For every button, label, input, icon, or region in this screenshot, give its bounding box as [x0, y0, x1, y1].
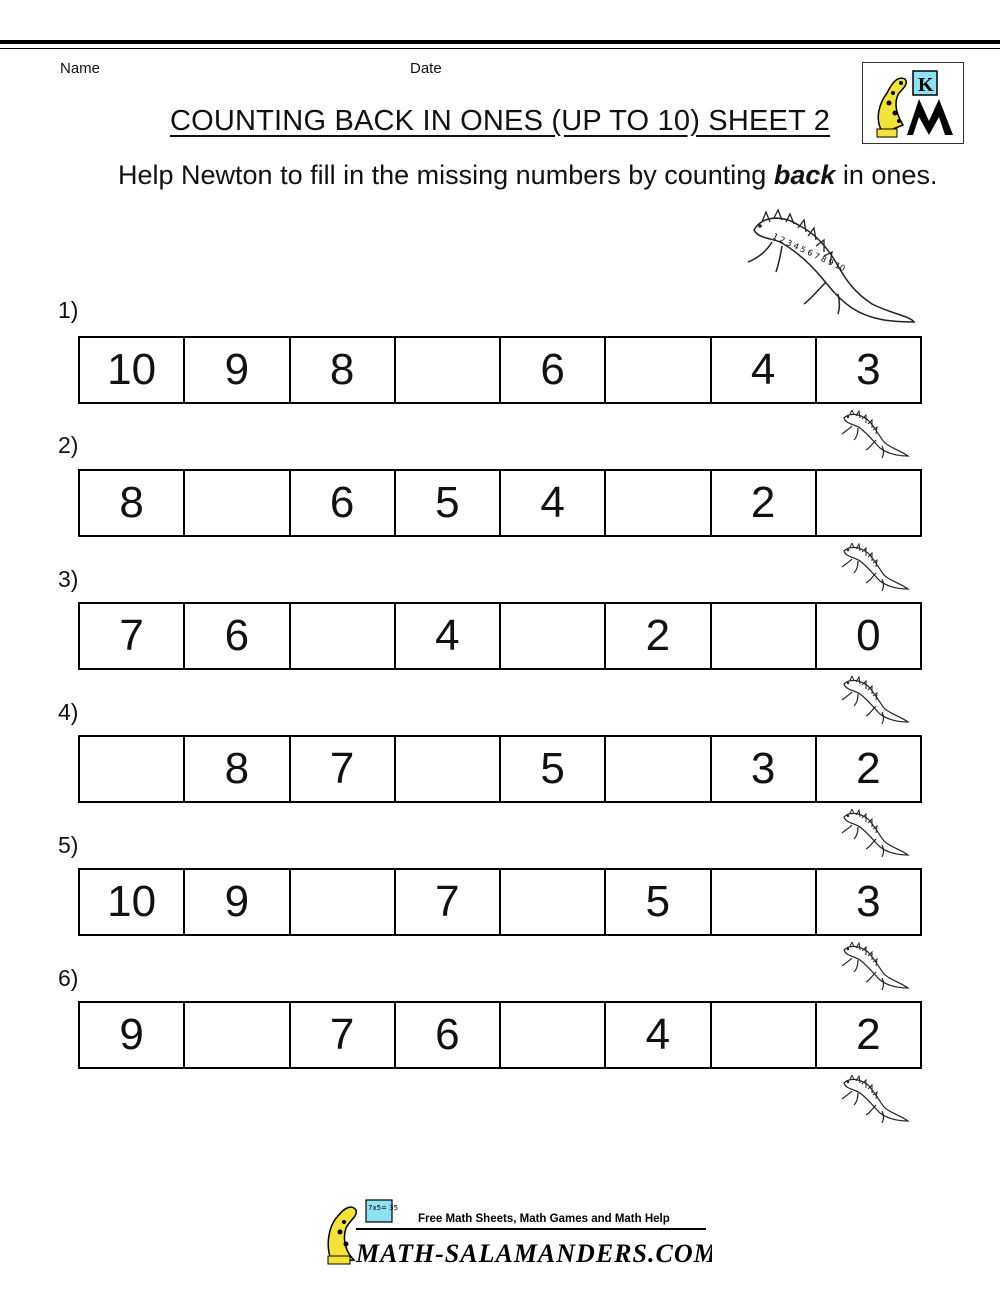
answer-box[interactable] — [396, 338, 501, 402]
question-label: 2) — [58, 432, 79, 458]
newt-icon — [840, 809, 912, 859]
newt-numbers: 1 2 3 4 5 6 7 8 9 10 — [771, 231, 847, 274]
number-cell: 6 — [501, 338, 606, 402]
logo-letter: K — [918, 74, 934, 96]
number-cell: 7 — [291, 1003, 396, 1067]
answer-box[interactable] — [501, 870, 606, 934]
answer-box[interactable] — [606, 471, 711, 535]
answer-box[interactable] — [80, 737, 185, 801]
top-rule-thin — [0, 48, 1000, 49]
number-cell: 3 — [856, 345, 881, 394]
answer-box[interactable] — [185, 1003, 290, 1067]
number-cell: 6 — [396, 1003, 501, 1067]
number-sequence-row — [78, 868, 922, 936]
number-cell: 9 — [80, 1003, 185, 1067]
number-cell: 7 — [396, 870, 501, 934]
number-cell: 6 — [185, 604, 290, 668]
answer-box[interactable] — [712, 1003, 817, 1067]
number-cell: 8 — [291, 338, 396, 402]
newt-icon — [840, 543, 912, 593]
number-sequence-row — [78, 336, 922, 404]
answer-box[interactable] — [501, 1003, 606, 1067]
footer-logo — [322, 1196, 712, 1270]
name-label: Name — [60, 60, 101, 77]
date-label: Date — [410, 60, 442, 77]
number-cell: 3 — [856, 877, 881, 926]
question-label: 4) — [58, 699, 79, 725]
number-cell: 4 — [396, 604, 501, 668]
instructions-text: Help Newton to fill in the missing numbers by counting — [118, 160, 774, 190]
number-cell: 10 — [80, 338, 185, 402]
number-cell: 10 — [80, 870, 185, 934]
question-label: 1) — [58, 297, 79, 323]
top-rule — [0, 40, 1000, 44]
number-cell: 5 — [501, 737, 606, 801]
number-cell: 4 — [606, 1003, 711, 1067]
answer-box[interactable] — [606, 737, 711, 801]
question-label: 3) — [58, 566, 79, 592]
question-label: 6) — [58, 965, 79, 991]
number-cell: 4 — [501, 471, 606, 535]
number-cell: 7 — [80, 604, 185, 668]
number-sequence-row — [78, 469, 922, 537]
number-cell: 5 — [606, 870, 711, 934]
answer-box[interactable] — [291, 604, 396, 668]
newt-icon — [840, 410, 912, 460]
footer-tagline: Free Math Sheets, Math Games and Math Help — [418, 1213, 670, 1225]
number-cell: 3 — [712, 737, 817, 801]
number-cell: 5 — [396, 471, 501, 535]
instructions — [118, 152, 938, 198]
page-title: COUNTING BACK IN ONES (UP TO 10) SHEET 2 — [169, 105, 831, 137]
answer-box[interactable] — [396, 737, 501, 801]
number-cell: 7 — [291, 737, 396, 801]
newt-icon — [840, 942, 912, 992]
number-cell: 4 — [712, 338, 817, 402]
instructions-text-end: in ones. — [835, 160, 938, 190]
number-sequence-row — [78, 602, 922, 670]
number-cell: 8 — [185, 737, 290, 801]
answer-box[interactable] — [606, 338, 711, 402]
answer-box[interactable] — [501, 604, 606, 668]
answer-box[interactable] — [817, 471, 920, 535]
instructions-emphasis: back — [773, 160, 836, 190]
number-cell: 6 — [291, 471, 396, 535]
footer-badge: 7x5= 35 — [368, 1204, 399, 1212]
footer-site: MATH-SALAMANDERS.COM — [356, 1239, 712, 1268]
number-cell: 2 — [712, 471, 817, 535]
answer-box[interactable] — [712, 604, 817, 668]
number-cell: 0 — [856, 611, 881, 660]
newt-icon — [840, 676, 912, 726]
number-cell: 2 — [856, 1010, 881, 1059]
question-label: 5) — [58, 832, 79, 858]
number-cell: 8 — [80, 471, 185, 535]
answer-box[interactable] — [185, 471, 290, 535]
answer-box[interactable] — [712, 870, 817, 934]
newt-icon — [840, 1075, 912, 1125]
number-cell: 2 — [606, 604, 711, 668]
number-cell: 9 — [185, 870, 290, 934]
answer-box[interactable] — [291, 870, 396, 934]
number-cell: 2 — [856, 744, 881, 793]
number-sequence-row — [78, 1001, 922, 1069]
number-sequence-row — [78, 735, 922, 803]
number-cell: 9 — [185, 338, 290, 402]
newton-salamander-illustration — [742, 208, 922, 328]
